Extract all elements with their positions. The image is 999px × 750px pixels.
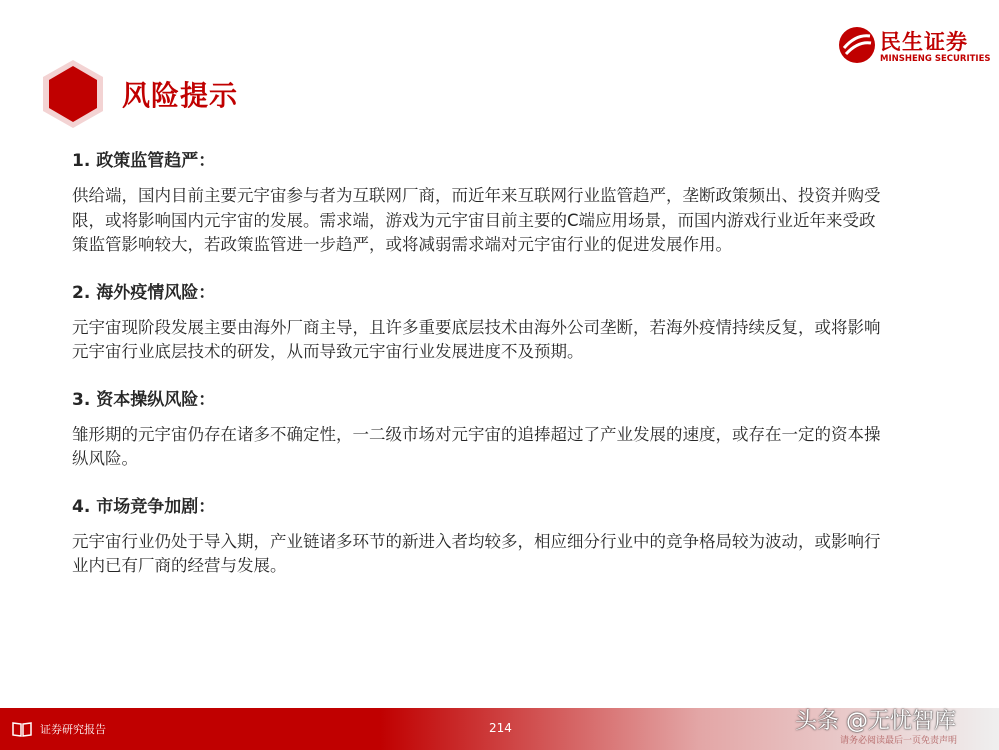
- section-heading: 3. 资本操纵风险：: [72, 389, 216, 410]
- section-body: 元宇宙行业仍处于导入期，产业链诸多环节的新进入者均较多，相应细分行业中的竞争格局较为波动，或影响行业内已有厂商的经营与发展。: [72, 531, 881, 575]
- company-logo: [838, 22, 991, 68]
- disclaimer-text: 请务必阅读最后一页免责声明: [840, 736, 958, 746]
- section-heading: 4. 市场竞争加剧：: [72, 496, 216, 517]
- section-body: 雏形期的元宇宙仍存在诸多不确定性，一二级市场对元宇宙的追捧超过了产业发展的速度，或存在一定的资本操纵风险。: [72, 424, 881, 468]
- risk-section: [72, 280, 892, 365]
- red-hexagon-icon: [40, 58, 106, 130]
- section-heading: 1. 政策监管趋严：: [72, 151, 216, 171]
- minsheng-logo-icon: [838, 26, 876, 64]
- risk-section: [72, 387, 892, 472]
- logo-name-en: MINSHENG SECURITIES: [880, 54, 991, 64]
- risk-content: [72, 148, 892, 601]
- risk-section: [72, 494, 892, 579]
- watermark: 头条 @无忧智库: [795, 709, 956, 734]
- section-body: 元宇宙现阶段发展主要由海外厂商主导，且许多重要底层技术由海外公司垄断，若海外疫情持续反复，或将影响元宇宙行业底层技术的研发，从而导致元宇宙行业发展进度不及预期。: [72, 317, 881, 361]
- logo-name-cn: 民生证券: [880, 30, 968, 54]
- page-title: 风险提示: [122, 79, 239, 112]
- open-book-icon: [12, 721, 32, 737]
- report-label: 证券研究报告: [40, 723, 106, 736]
- section-heading: 2. 海外疫情风险：: [72, 282, 216, 303]
- page-number: 214: [489, 721, 512, 735]
- section-body: 供给端，国内目前主要元宇宙参与者为互联网厂商，而近年来互联网行业监管趋严，垄断政策频出、投资并购受限，或将影响国内元宇宙的发展。需求端，游戏为元宇宙目前主要的C端应用场景，而国内游戏行业近年来受政策监管影响较大，若政策监管进一步趋严，或将减弱需求端对元宇宙行业的促进发展作用。: [72, 186, 881, 254]
- risk-section: [72, 148, 892, 258]
